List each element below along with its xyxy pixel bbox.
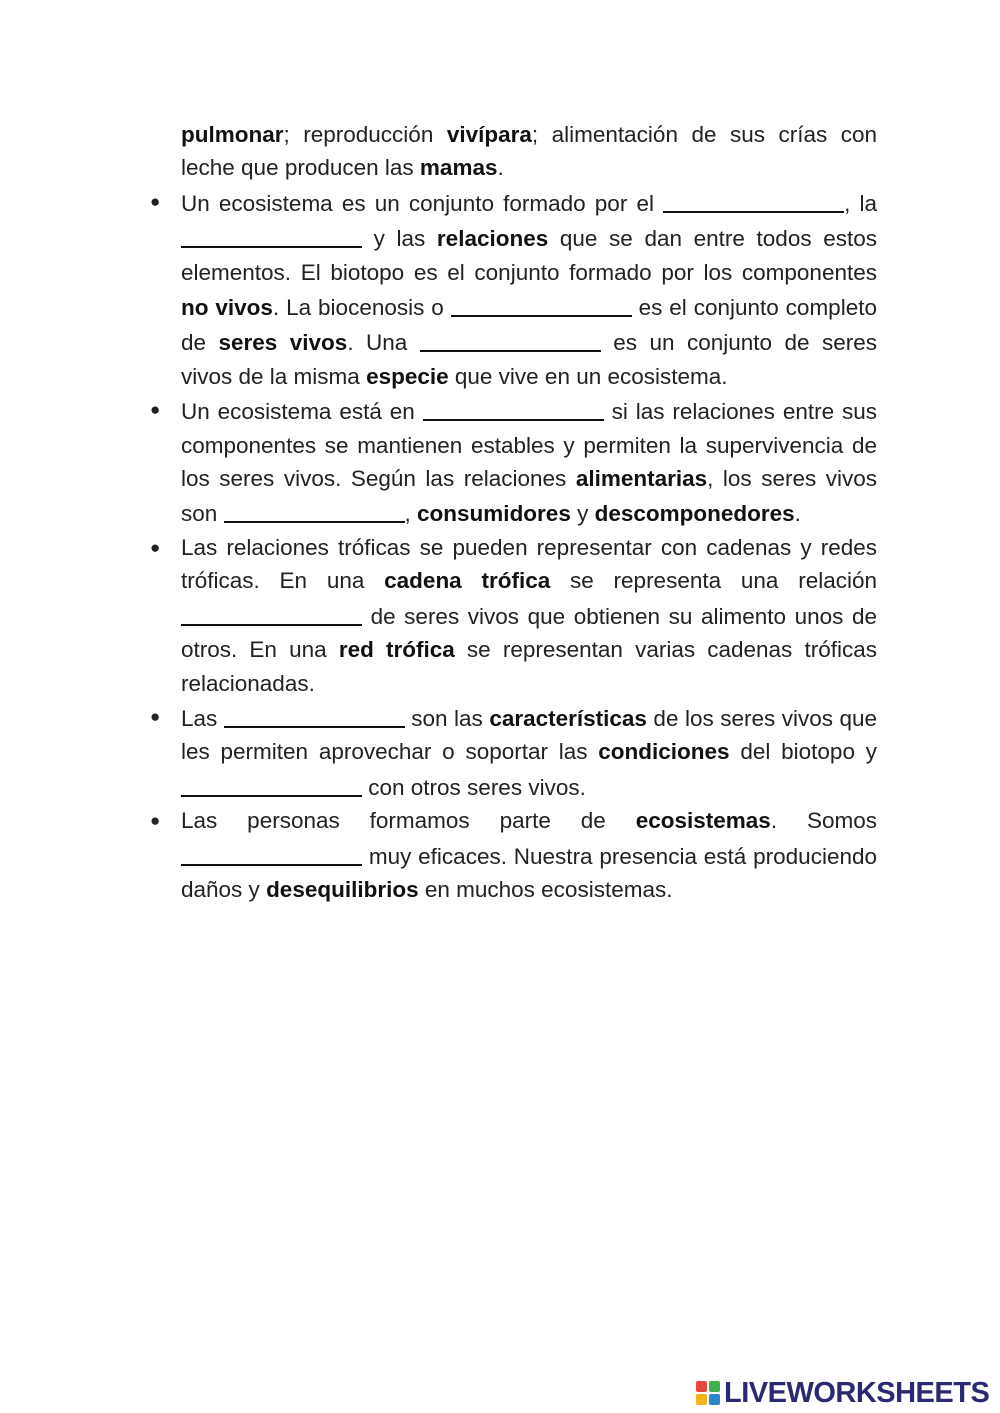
text-segment: . Somos <box>770 808 877 834</box>
keyword: ecosistemas <box>635 808 771 834</box>
text-segment: , la <box>844 190 878 216</box>
text-segment: Un ecosistema está en <box>181 399 423 425</box>
keyword: cadena trófica <box>384 568 551 594</box>
keyword: desequilibrios <box>266 876 419 902</box>
paragraph-continuation <box>181 118 877 185</box>
keyword: relaciones <box>436 226 549 252</box>
answer-blank[interactable] <box>224 702 405 728</box>
keyword: red trófica <box>338 637 455 663</box>
text-segment: ; alimentación de sus crías con leche que producen las <box>181 122 877 181</box>
text-segment: . <box>794 501 801 527</box>
keyword: condiciones <box>598 739 730 765</box>
logo-square-red <box>696 1381 707 1392</box>
keyword: vivípara <box>446 122 532 147</box>
text-segment: es el conjunto completo de <box>181 295 877 356</box>
text-segment: Un ecosistema es un conjunto formado por el <box>181 190 664 216</box>
text-segment: de los seres vivos que les permiten aprovechar o soportar las <box>181 705 878 765</box>
text-segment: Las <box>181 705 224 731</box>
keyword: mamas <box>419 155 498 181</box>
answer-blank[interactable] <box>224 497 405 523</box>
text-segment: que vive en un ecosistema. <box>448 363 728 389</box>
text-segment: se representa una relación <box>550 568 877 594</box>
text-segment: del biotopo y <box>729 739 877 765</box>
text-segment: y las <box>362 226 437 252</box>
keyword: especie <box>366 363 449 389</box>
answer-blank[interactable] <box>423 395 604 421</box>
bullet-adaptaciones <box>181 700 877 804</box>
logo-text: LIVEWORKSHEETS <box>724 1376 990 1409</box>
bullet-equilibrio <box>181 393 877 531</box>
keyword: consumidores <box>417 501 571 527</box>
text-segment: . Una <box>347 330 420 356</box>
keyword: seres vivos <box>218 330 348 356</box>
keyword: descomponedores <box>594 501 795 527</box>
liveworksheets-logo <box>696 1377 989 1409</box>
text-segment: si las relaciones entre sus componentes se mantienen estables y permiten la supervivencia de los seres vivos. Según las relaciones <box>181 399 878 492</box>
logo-square-blue <box>709 1394 720 1405</box>
logo-square-green <box>709 1381 720 1392</box>
answer-blank[interactable] <box>181 600 362 626</box>
answer-blank[interactable] <box>451 291 632 317</box>
answer-blank[interactable] <box>663 187 844 213</box>
text-segment: se representan varias cadenas tróficas relacionadas. <box>181 637 877 696</box>
text-segment: ; reproducción <box>283 122 447 147</box>
answer-blank[interactable] <box>420 326 601 352</box>
text-segment: y <box>570 501 595 527</box>
text-segment: , los seres vivos son <box>181 466 877 527</box>
keyword: alimentarias <box>575 466 708 492</box>
text-segment: con otros seres vivos. <box>362 774 586 800</box>
text-segment: Las relaciones tróficas se pueden representar con cadenas y redes tróficas. En una <box>181 534 877 594</box>
worksheet-text <box>181 118 877 906</box>
text-segment: es un conjunto de seres vivos de la misma <box>181 330 877 389</box>
text-segment: , <box>404 501 418 527</box>
bullet-relaciones-troficas <box>181 531 877 700</box>
answer-blank[interactable] <box>181 222 362 248</box>
text-segment: de seres vivos que obtienen su alimento unos de otros. En una <box>181 603 877 663</box>
answer-blank[interactable] <box>181 771 362 797</box>
text-segment: son las <box>404 705 490 731</box>
keyword: características <box>489 705 647 731</box>
text-segment: muy eficaces. Nuestra presencia está produciendo daños y <box>181 843 877 902</box>
text-segment: . La biocenosis o <box>272 295 451 321</box>
text-segment: que se dan entre todos estos elementos. El biotopo es el conjunto formado por los componentes <box>181 226 877 285</box>
logo-square-yellow <box>696 1394 707 1405</box>
liveworksheets-logo-icon <box>696 1381 720 1405</box>
keyword: pulmonar <box>181 122 284 147</box>
text-segment: . <box>497 155 504 181</box>
text-segment: Las personas formamos parte de <box>181 808 636 834</box>
keyword: no vivos <box>181 295 273 321</box>
answer-blank[interactable] <box>181 840 362 866</box>
bullet-personas <box>181 804 877 906</box>
text-segment: en muchos ecosistemas. <box>418 876 673 902</box>
bullet-ecosistema <box>181 185 877 393</box>
